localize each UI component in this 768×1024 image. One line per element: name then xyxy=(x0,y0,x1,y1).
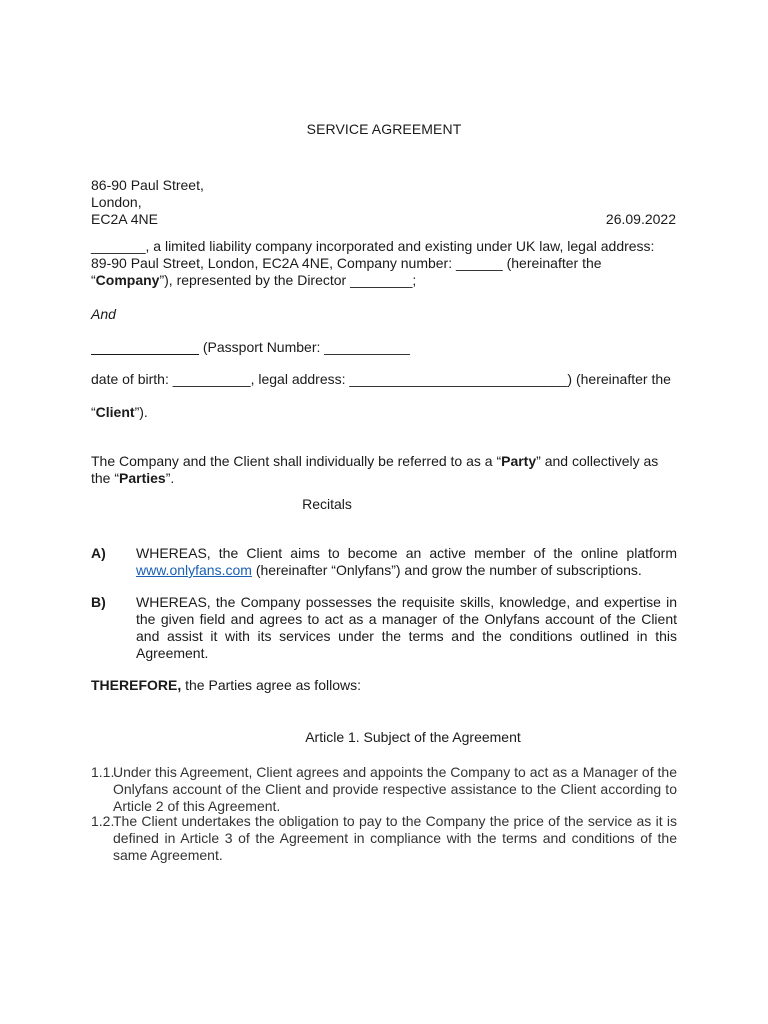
recital-a-label: A) xyxy=(91,545,106,561)
parties-text-3: ”. xyxy=(165,470,175,486)
clause-1-1-number: 1.1. xyxy=(91,764,115,780)
passport-number-field: (Passport Number: ___________ xyxy=(202,339,410,355)
address-line-1: 86-90 Paul Street, xyxy=(91,177,204,193)
clause-1-1-text: Under this Agreement, Client agrees and appoints the Company to act as a Manager of the Onlyfans account of the Client and provide respective assistance to the Client according to Article 2 of this Agreement. xyxy=(113,764,677,814)
recital-a-text-1: WHEREAS, the Client aims to become an active member of the online platform xyxy=(136,545,677,561)
parties-text-1: The Company and the Client shall individually be referred to as a “ xyxy=(91,453,502,469)
clause-1-2-number: 1.2. xyxy=(91,813,115,829)
client-name-line xyxy=(91,339,410,356)
and-text: And xyxy=(91,306,116,322)
client-def-open: “ xyxy=(91,404,96,420)
client-def-close: ”). xyxy=(134,404,148,420)
document-title: SERVICE AGREEMENT xyxy=(306,121,462,137)
company-para-text-1: _______, a limited liability company incorporated and existing under UK law, legal address: 89-90 Paul Street, London, EC2A 4NE, Company number: ______ (hereinafter the “ xyxy=(91,238,655,288)
client-name-blank xyxy=(91,339,199,355)
recital-b-label: B) xyxy=(91,594,106,610)
parties-paragraph xyxy=(91,453,677,487)
client-definition xyxy=(91,404,148,421)
recital-b-text: WHEREAS, the Company possesses the requisite skills, knowledge, and expertise in the given field and agrees to act as a manager of the Onlyfans account of the Client and assist it with its services under the terms and the conditions outlined in this Agreement. xyxy=(136,594,677,661)
address-line-2: London, xyxy=(91,194,142,210)
onlyfans-link[interactable]: www.onlyfans.com xyxy=(136,562,252,578)
parties-text-2: ” and collectively as the “ xyxy=(91,453,659,486)
therefore-line xyxy=(91,677,361,694)
company-paragraph xyxy=(91,238,677,289)
therefore-bold: THEREFORE, xyxy=(91,677,182,693)
therefore-rest: the Parties agree as follows: xyxy=(181,677,361,693)
company-para-text-2: ”), represented by the Director ________; xyxy=(159,272,417,288)
client-term: Client xyxy=(95,404,135,420)
article-1-heading: Article 1. Subject of the Agreement xyxy=(305,729,521,745)
agreement-date: 26.09.2022 xyxy=(605,211,676,227)
company-term: Company xyxy=(95,272,160,288)
clause-1-2-text: The Client undertakes the obligation to pay to the Company the price of the service as it is defined in Article 3 of the Agreement in compliance with the terms and conditions of the same Agreement. xyxy=(113,813,677,863)
address-line-3: EC2A 4NE xyxy=(91,211,158,227)
recital-a-text xyxy=(136,545,677,579)
recitals-heading: Recitals xyxy=(302,496,352,512)
recital-a-text-2: (hereinafter “Onlyfans”) and grow the number of subscriptions. xyxy=(251,562,642,578)
parties-term: Parties xyxy=(119,470,166,486)
company-address xyxy=(91,177,204,228)
date-of-birth-line: date of birth: __________, legal address: ____________________________) (hereinafter the xyxy=(91,371,671,387)
party-term: Party xyxy=(501,453,537,469)
